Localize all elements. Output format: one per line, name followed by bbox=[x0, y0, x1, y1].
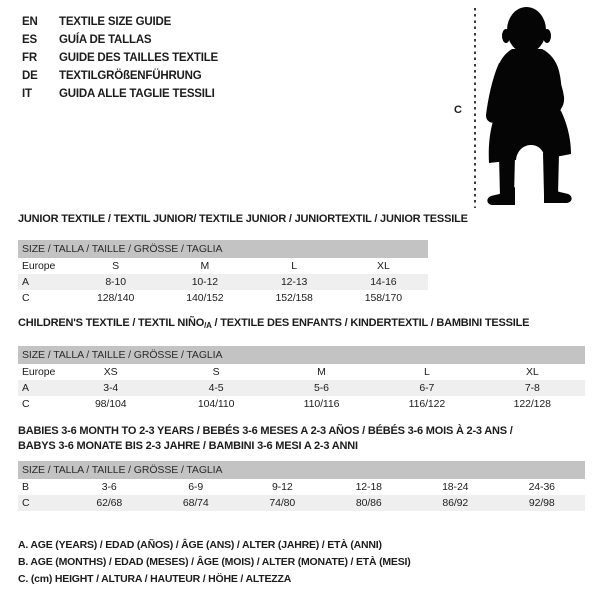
language-title: TEXTILE SIZE GUIDE bbox=[59, 16, 172, 28]
legend-line-a: A. AGE (YEARS) / EDAD (AÑOS) / ÂGE (ANS) / ALTER (JAHRE) / ETÀ (ANNI) bbox=[18, 539, 382, 551]
size-cell: 4-5 bbox=[163, 380, 268, 396]
children-heading-part1: CHILDREN'S TEXTILE / TEXTIL NIÑO bbox=[18, 317, 205, 329]
size-header-label: SIZE / TALLA / TAILLE / GRÖSSE / TAGLIA bbox=[18, 461, 585, 479]
row-label: A bbox=[18, 380, 58, 396]
language-list bbox=[22, 13, 218, 103]
children-heading-subscript: /A bbox=[204, 321, 212, 330]
size-cell: 74/80 bbox=[239, 495, 326, 511]
column-header: Europe bbox=[22, 366, 56, 378]
size-cell: 9-12 bbox=[271, 481, 293, 493]
column-header: XL bbox=[377, 260, 390, 272]
table-row bbox=[18, 274, 428, 290]
size-cell: 18-24 bbox=[442, 481, 469, 493]
baby-silhouette-shape bbox=[486, 7, 572, 205]
size-cell: 98/104 bbox=[94, 398, 127, 410]
babies-section bbox=[18, 424, 585, 511]
height-measure-dotted-line bbox=[474, 8, 476, 208]
size-header-bar bbox=[18, 240, 428, 258]
language-code: FR bbox=[22, 52, 37, 64]
column-header: S bbox=[212, 366, 220, 378]
size-cell: 116/122 bbox=[408, 398, 446, 410]
language-code: IT bbox=[22, 88, 32, 100]
babies-size-table bbox=[18, 461, 585, 511]
size-cell: 12-13 bbox=[250, 274, 339, 290]
language-title: GUIDA ALLE TAGLIE TESSILI bbox=[59, 88, 215, 100]
language-title: TEXTILGRÖßENFÜHRUNG bbox=[59, 70, 202, 82]
column-header: L bbox=[423, 366, 430, 378]
babies-heading-line1: BABIES 3-6 MONTH TO 2-3 YEARS / BEBÉS 3-6 MESES A 2-3 AÑOS / BÉBÉS 3-6 MOIS À 2-3 ANS / bbox=[18, 425, 513, 437]
language-code: DE bbox=[22, 70, 38, 82]
row-label: A bbox=[18, 274, 71, 290]
children-size-table bbox=[18, 346, 585, 412]
size-cell: 8-10 bbox=[71, 274, 160, 290]
language-row bbox=[22, 85, 218, 103]
size-cell: 7-8 bbox=[480, 380, 585, 396]
legend-line-c: C. (cm) HEIGHT / ALTURA / HAUTEUR / HÖHE / ALTEZZA bbox=[18, 573, 292, 585]
column-header: M bbox=[200, 260, 210, 272]
children-section bbox=[18, 317, 585, 412]
column-header: Europe bbox=[22, 260, 56, 272]
size-cell: 62/68 bbox=[66, 495, 153, 511]
size-cell: 92/98 bbox=[499, 495, 586, 511]
babies-heading-line2: BABYS 3-6 MONATE BIS 2-3 JAHRE / BAMBINI 3-6 MESI A 2-3 ANNI bbox=[18, 440, 358, 452]
junior-size-table bbox=[18, 240, 428, 306]
size-cell: 140/152 bbox=[186, 292, 224, 304]
column-header: S bbox=[112, 260, 120, 272]
language-row bbox=[22, 13, 218, 31]
language-row bbox=[22, 49, 218, 67]
junior-section bbox=[18, 213, 468, 306]
table-row bbox=[18, 290, 428, 306]
size-cell: 12-18 bbox=[355, 481, 382, 493]
table-row bbox=[18, 380, 585, 396]
language-code: EN bbox=[22, 16, 38, 28]
size-cell: 6-7 bbox=[374, 380, 479, 396]
row-label: C bbox=[22, 398, 30, 410]
legend bbox=[18, 537, 411, 588]
height-measure-label: C bbox=[454, 104, 462, 116]
language-title: GUIDE DES TAILLES TEXTILE bbox=[59, 52, 218, 64]
size-cell: 122/128 bbox=[513, 398, 551, 410]
size-cell: 128/140 bbox=[96, 292, 135, 304]
size-cell: 80/86 bbox=[326, 495, 413, 511]
size-header-label: SIZE / TALLA / TAILLE / GRÖSSE / TAGLIA bbox=[18, 240, 428, 258]
language-code: ES bbox=[22, 34, 37, 46]
column-header: XS bbox=[103, 366, 118, 378]
language-row bbox=[22, 31, 218, 49]
junior-heading: JUNIOR TEXTILE / TEXTIL JUNIOR/ TEXTILE JUNIOR / JUNIORTEXTIL / JUNIOR TESSILE bbox=[18, 213, 468, 225]
size-cell: 5-6 bbox=[269, 380, 374, 396]
size-cell: 10-12 bbox=[160, 274, 249, 290]
language-title: GUÍA DE TALLAS bbox=[59, 34, 152, 46]
table-row bbox=[18, 396, 585, 412]
size-cell: 24-36 bbox=[528, 481, 555, 493]
size-cell: 14-16 bbox=[339, 274, 428, 290]
column-header: XL bbox=[525, 366, 539, 378]
column-header-row bbox=[18, 364, 585, 380]
size-cell: 104/110 bbox=[197, 398, 235, 410]
baby-silhouette-icon bbox=[486, 5, 578, 207]
size-cell: 158/170 bbox=[364, 292, 402, 304]
row-label: C bbox=[22, 292, 30, 304]
size-cell: 3-6 bbox=[101, 481, 117, 493]
language-row bbox=[22, 67, 218, 85]
size-cell: 68/74 bbox=[153, 495, 240, 511]
column-header: M bbox=[317, 366, 326, 378]
size-cell: 3-4 bbox=[58, 380, 163, 396]
size-cell: 86/92 bbox=[412, 495, 499, 511]
size-header-bar bbox=[18, 461, 585, 479]
table-row bbox=[18, 495, 585, 511]
column-header: L bbox=[291, 260, 297, 272]
table-row bbox=[18, 479, 585, 495]
size-header-label: SIZE / TALLA / TAILLE / GRÖSSE / TAGLIA bbox=[18, 346, 585, 364]
size-cell: 152/158 bbox=[275, 292, 313, 304]
children-heading bbox=[18, 317, 585, 332]
row-label: B bbox=[22, 481, 29, 493]
size-cell: 110/116 bbox=[303, 398, 340, 410]
column-header-row bbox=[18, 258, 428, 274]
children-heading-part2: / TEXTILE DES ENFANTS / KINDERTEXTIL / BAMBINI TESSILE bbox=[211, 317, 530, 329]
row-label: C bbox=[18, 495, 66, 511]
size-header-bar bbox=[18, 346, 585, 364]
size-cell: 6-9 bbox=[188, 481, 204, 493]
legend-line-b: B. AGE (MONTHS) / EDAD (MESES) / ÂGE (MOIS) / ALTER (MONATE) / ETÀ (MESI) bbox=[18, 556, 411, 568]
